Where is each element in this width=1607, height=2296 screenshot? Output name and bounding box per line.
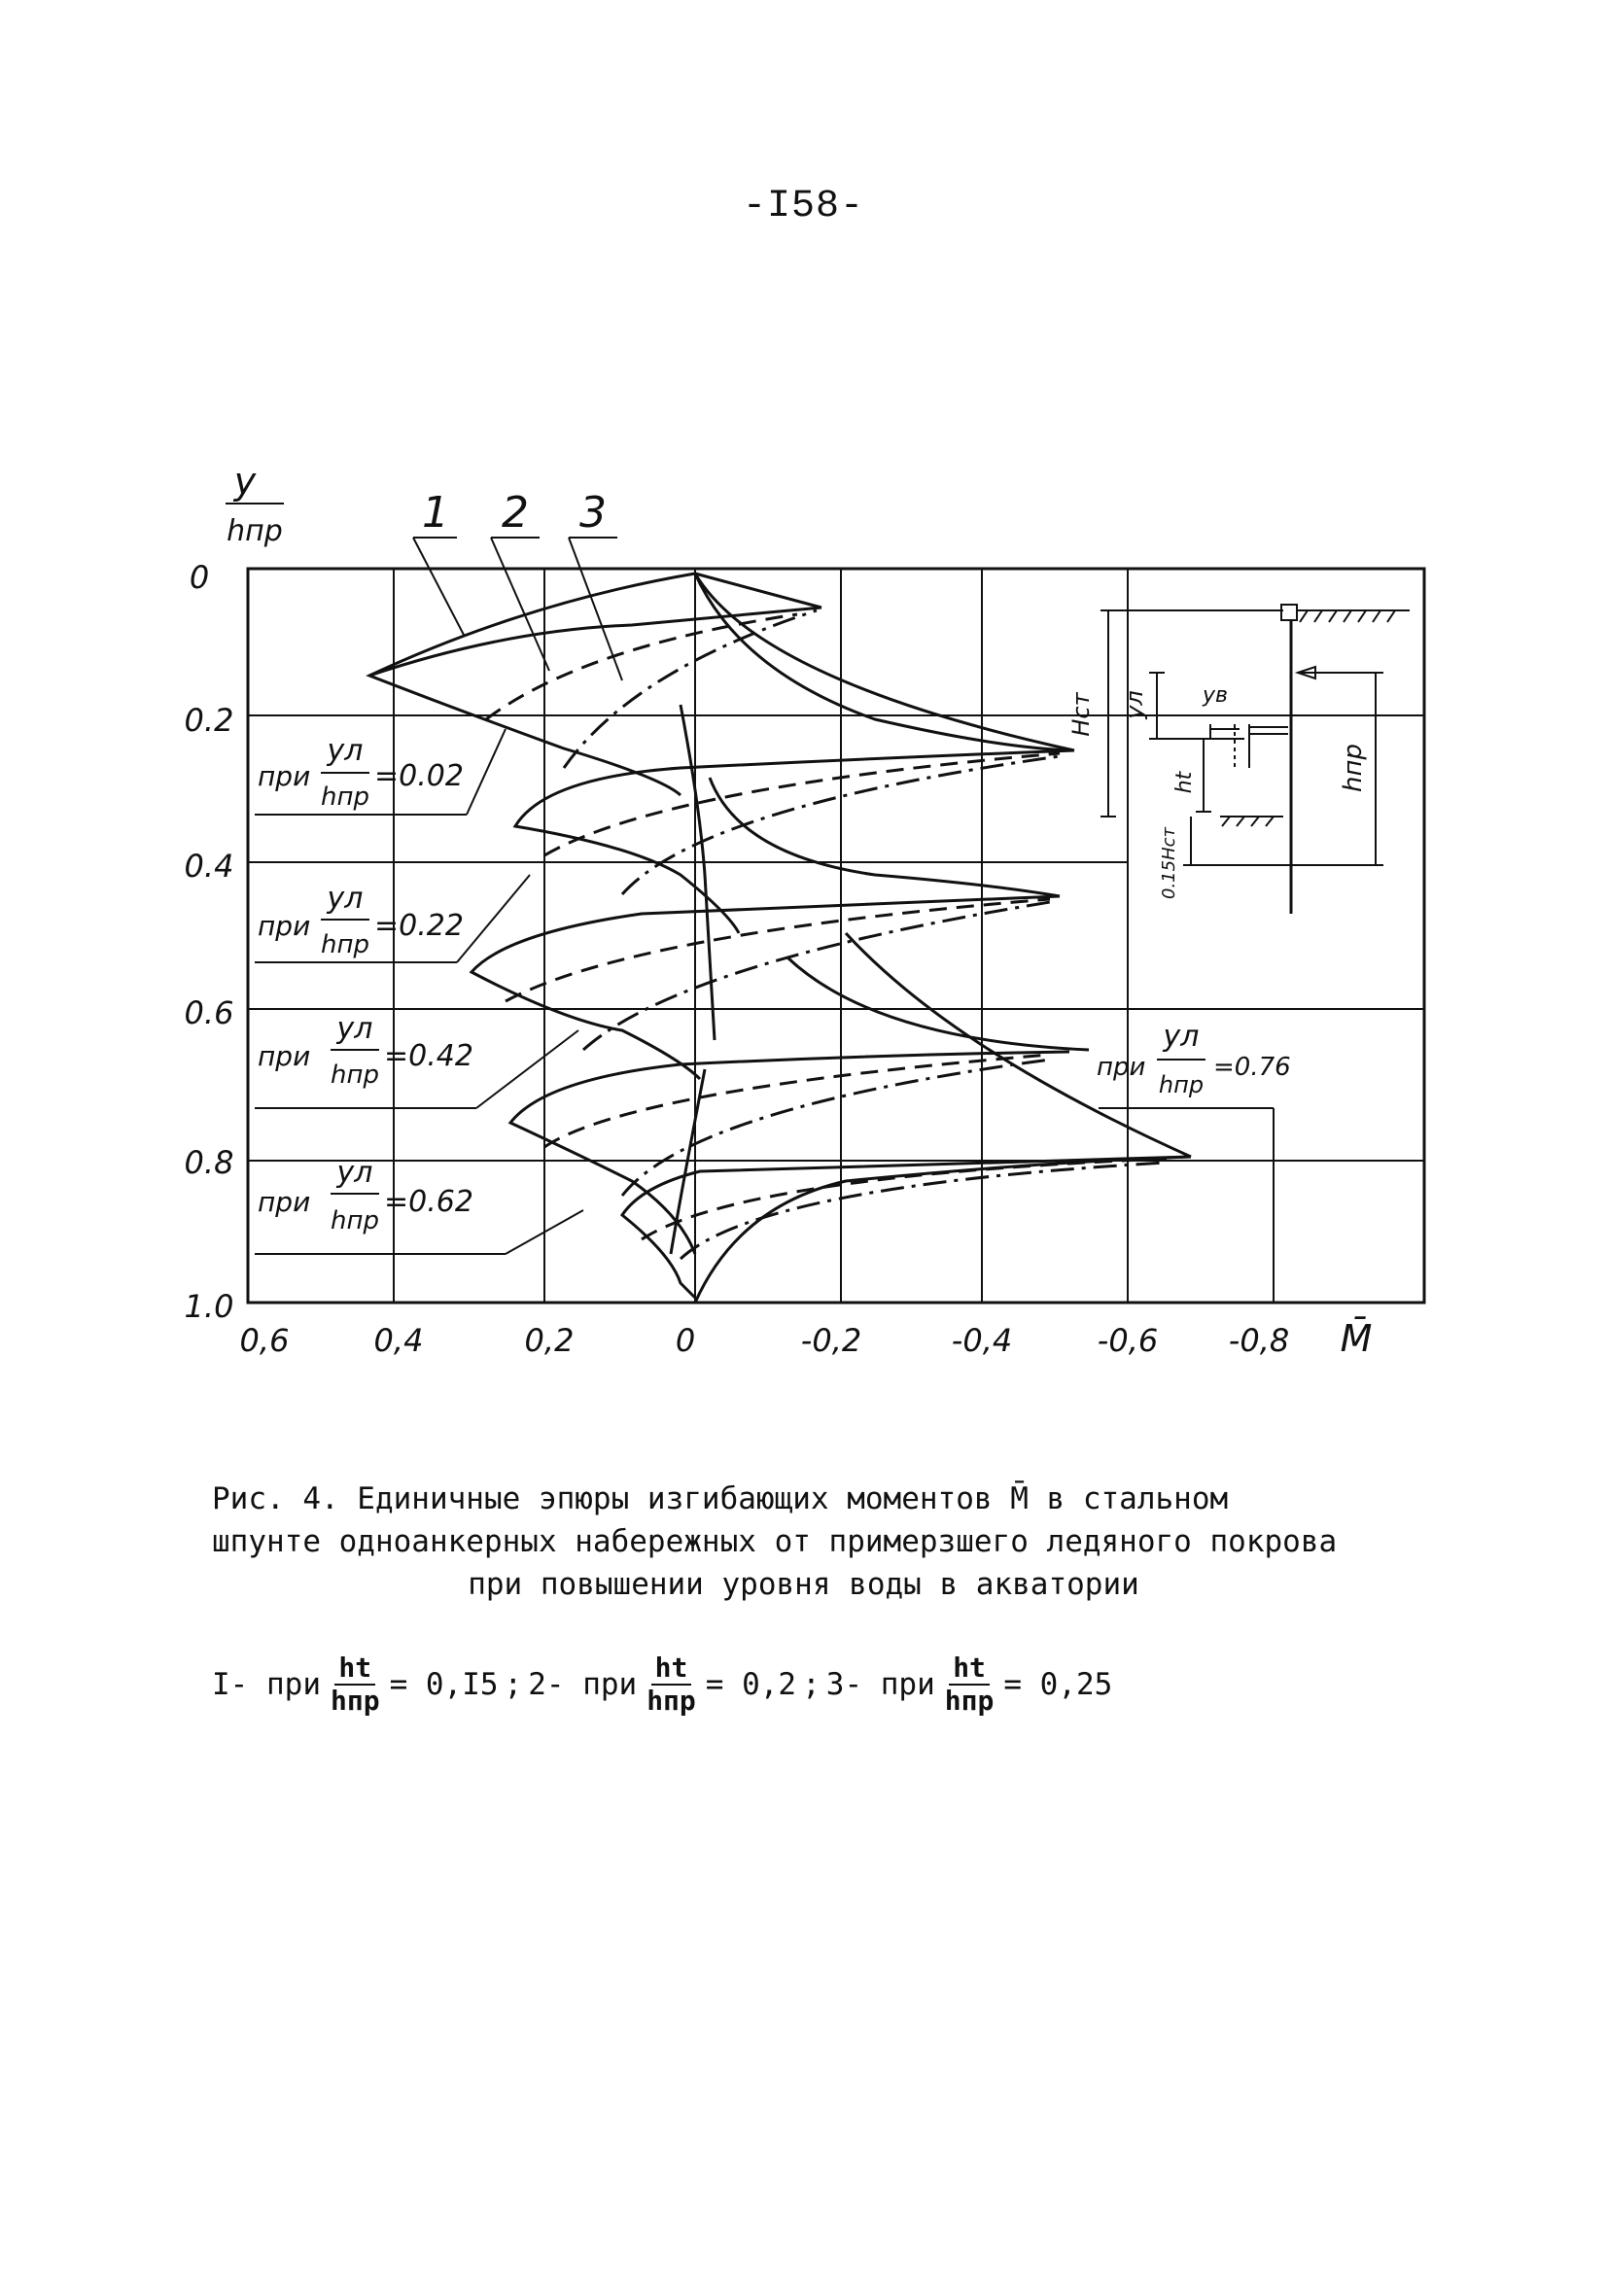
moment-curves [369, 574, 1191, 1303]
legend-prefix-1: I- при [212, 1667, 321, 1702]
svg-text:при: при [258, 1040, 311, 1072]
svg-text:при: при [258, 1186, 311, 1218]
svg-text:hпр: hпр [1339, 744, 1368, 792]
x-tick-label: -0,8 [1228, 1322, 1290, 1359]
svg-text:при: при [258, 760, 311, 792]
main-descending-curve-3 [787, 957, 1089, 1050]
legend-prefix-2: 2- при [528, 1667, 638, 1702]
curve-1-band-3 [472, 896, 1060, 1079]
annotation-076 [1097, 1020, 1291, 1098]
svg-text:hпр: hпр [321, 930, 369, 959]
svg-text:yл: yл [327, 882, 364, 916]
annotation-022 [258, 882, 464, 959]
curve-3-band-5 [681, 1163, 1167, 1259]
x-tick-label: -0,2 [800, 1322, 862, 1359]
y-tick-labels [185, 559, 234, 1325]
svg-text:hпр: hпр [331, 1061, 379, 1090]
svg-text:yл: yл [1163, 1020, 1200, 1054]
figure-caption-line-1: Рис. 4. Единичные эпюры изгибающих моментов M̄ в стальном [212, 1481, 1229, 1516]
svg-text:0.15Hст: 0.15Hст [1159, 827, 1179, 899]
x-tick-label: -0,6 [1097, 1322, 1159, 1359]
svg-text:hпр: hпр [1158, 1071, 1205, 1098]
x-tick-label: 0 [675, 1322, 696, 1359]
curve-1-band-1-tail [695, 574, 821, 608]
legend-fraction-2: $\frac{ht}{\text{hпр}}$ [646, 1652, 696, 1717]
figure-legend [212, 1652, 1112, 1717]
y-axis-label-den: hпр [227, 514, 283, 548]
curve-label-3: 3 [579, 488, 607, 538]
x-axis-label: M̄ [1340, 1317, 1373, 1360]
page-number: -I58- [742, 185, 865, 228]
legend-fraction-1: $\frac{ht}{\text{hпр}}$ [330, 1652, 380, 1717]
legend-value-1: = 0,I5 [389, 1667, 499, 1702]
x-tick-label: 0,2 [524, 1322, 575, 1359]
annotation-leaders [255, 729, 1274, 1254]
figure-caption-line-3: при повышении уровня воды в акватории [468, 1567, 1139, 1602]
lower-return-curve [695, 1157, 1191, 1303]
svg-text:=0.62: =0.62 [384, 1185, 473, 1219]
legend-value-2: = 0,2 [705, 1667, 797, 1702]
cross-axis-curve [681, 705, 715, 1040]
curve-labels [413, 488, 622, 680]
legend-separator: ; [802, 1667, 821, 1702]
x-tick-label: 0,6 [239, 1322, 290, 1359]
main-descending-curve-1b [695, 574, 1074, 750]
curve-1-band-1-lower [369, 608, 821, 676]
y-tick-label: 0.8 [184, 1144, 234, 1181]
y-tick-label: 0.6 [184, 994, 234, 1031]
annotation-062 [258, 1156, 473, 1235]
svg-text:при: при [1097, 1053, 1146, 1082]
svg-text:=0.02: =0.02 [374, 759, 464, 793]
main-descending-curve-2 [710, 778, 1060, 896]
y-tick-label: 1.0 [184, 1288, 234, 1325]
curve-label-2: 2 [502, 488, 529, 538]
x-tick-labels [240, 1317, 1373, 1360]
legend-separator: ; [504, 1667, 523, 1702]
y-tick-label: 0.4 [184, 848, 234, 885]
svg-text:yл: yл [336, 1156, 373, 1190]
svg-text:=0.42: =0.42 [384, 1039, 473, 1073]
svg-text:Hст: Hст [1067, 692, 1095, 737]
svg-text:yв: yв [1203, 683, 1228, 708]
svg-text:yл: yл [336, 1012, 373, 1046]
x-tick-label: 0,4 [373, 1322, 424, 1359]
curve-3-band-3 [583, 902, 1050, 1050]
y-tick-label: 0.2 [184, 702, 234, 739]
svg-text:yл: yл [1121, 690, 1148, 719]
main-descending-curve-1 [695, 574, 1074, 750]
legend-prefix-3: 3- при [825, 1667, 935, 1702]
curve-label-1: 1 [422, 488, 449, 538]
svg-text:при: при [258, 910, 311, 942]
svg-text:=0.22: =0.22 [374, 909, 464, 943]
curve-2-band-4 [544, 1055, 1050, 1147]
curve-2-band-3 [506, 899, 1050, 1001]
annotation-042 [258, 1012, 473, 1090]
svg-text:=0.76: =0.76 [1213, 1053, 1291, 1082]
svg-text:hпр: hпр [321, 783, 369, 812]
svg-text:ht: ht [1172, 771, 1197, 794]
vertical-gridlines [394, 569, 1274, 1303]
svg-text:hпр: hпр [331, 1206, 379, 1235]
annotation-002 [258, 734, 464, 812]
y-axis-label [226, 460, 284, 548]
y-axis-label-num: y [233, 460, 257, 503]
figure-caption-line-2: шпунте одноанкерных набережных от примерзшего ледяного покрова [212, 1524, 1338, 1559]
svg-text:yл: yл [327, 734, 364, 768]
y-tick-label: 0 [189, 559, 210, 596]
x-tick-label: -0,4 [951, 1322, 1013, 1359]
legend-value-3: = 0,25 [1003, 1667, 1113, 1702]
legend-fraction-3: $\frac{ht}{\text{hпр}}$ [944, 1652, 995, 1717]
